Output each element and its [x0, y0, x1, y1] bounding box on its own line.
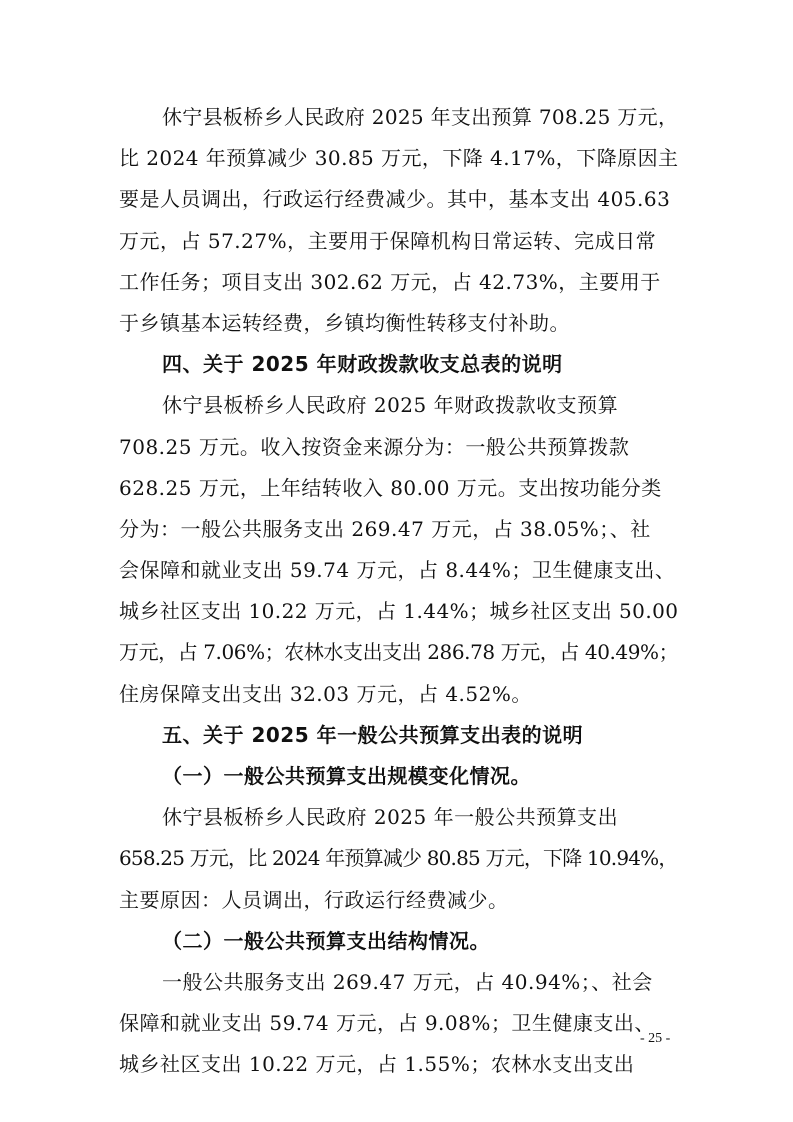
paragraph-line: 休宁县板桥乡人民政府 2025 年支出预算 708.25 万元， [162, 105, 679, 129]
paragraph-line: 休宁县板桥乡人民政府 2025 年一般公共预算支出 [162, 805, 619, 829]
paragraph-line: 628.25 万元，上年结转收入 80.00 万元。支出按功能分类 [119, 476, 662, 500]
paragraph-line: 保障和就业支出 59.74 万元，占 9.08%；卫生健康支出、 [119, 1011, 655, 1035]
paragraph-line: 要是人员调出，行政运行经费减少。其中，基本支出 405.63 [119, 187, 671, 211]
paragraph-line: 工作任务；项目支出 302.62 万元，占 42.73%，主要用于 [119, 270, 661, 294]
subsection-heading-2: （二）一般公共预算支出结构情况。 [162, 929, 490, 953]
paragraph-line: 658.25 万元，比 2024 年预算减少 80.85 万元，下降 10.94%， [119, 846, 678, 870]
section-heading-4: 四、关于 2025 年财政拨款收支总表的说明 [162, 352, 563, 376]
paragraph-line: 会保障和就业支出 59.74 万元，占 8.44%；卫生健康支出、 [119, 558, 676, 582]
page-number: - 25 - [640, 1031, 671, 1046]
paragraph-line: 住房保障支出支出 32.03 万元，占 4.52%。 [119, 682, 532, 706]
paragraph-line: 万元，占 57.27%，主要用于保障机构日常运转、完成日常 [119, 229, 657, 253]
paragraph-line: 休宁县板桥乡人民政府 2025 年财政拨款收支预算 [162, 393, 619, 417]
paragraph-line: 万元，占 7.06%；农林水支出支出 286.78 万元，占 40.49%； [119, 640, 679, 664]
paragraph-line: 一般公共服务支出 269.47 万元，占 40.94%；、社会 [162, 970, 653, 994]
subsection-heading-1: （一）一般公共预算支出规模变化情况。 [162, 764, 531, 788]
paragraph-line: 于乡镇基本运转经费，乡镇均衡性转移支付补助。 [119, 311, 570, 335]
paragraph-line: 708.25 万元。收入按资金来源分为：一般公共预算拨款 [119, 435, 630, 459]
paragraph-line: 比 2024 年预算减少 30.85 万元，下降 4.17%，下降原因主 [119, 146, 679, 170]
section-heading-5: 五、关于 2025 年一般公共预算支出表的说明 [162, 723, 584, 747]
paragraph-line: 城乡社区支出 10.22 万元，占 1.44%；城乡社区支出 50.00 [119, 599, 679, 623]
paragraph-line: 分为：一般公共服务支出 269.47 万元，占 38.05%；、社 [119, 517, 651, 541]
paragraph-line: 主要原因：人员调出，行政运行经费减少。 [119, 888, 509, 912]
paragraph-line: 城乡社区支出 10.22 万元，占 1.55%；农林水支出支出 [119, 1052, 635, 1076]
